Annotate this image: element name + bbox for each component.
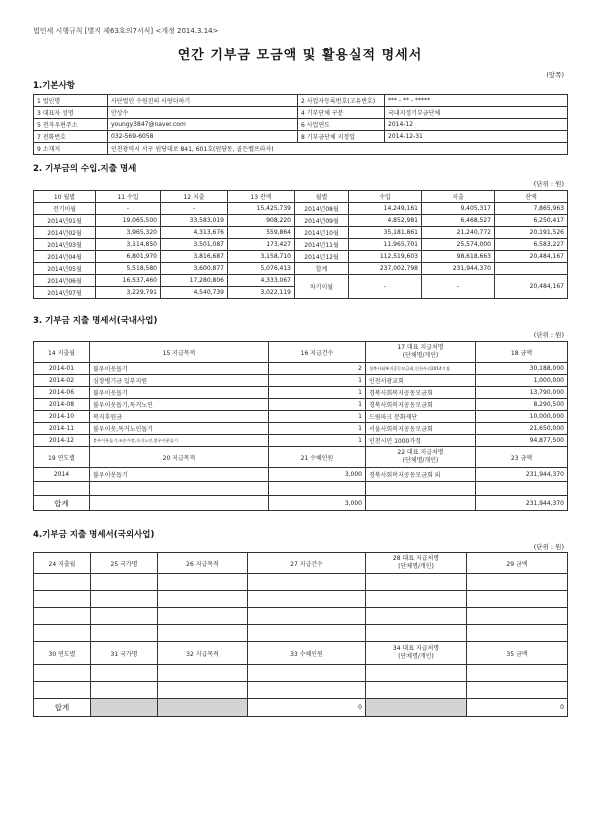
empty-cell xyxy=(91,682,158,699)
income-cell: 3,229,791 xyxy=(96,287,161,299)
overseas-header2: 35 금액 xyxy=(467,642,568,665)
recipient-cell: 인천시민 1000가정 xyxy=(366,435,476,447)
recipient-cell: 인천서광교회 xyxy=(366,375,476,387)
empty-cell xyxy=(91,625,158,642)
spend-month-cell: 2014-08 xyxy=(34,399,90,411)
income-cell: 35,181,861 xyxy=(349,227,422,239)
expense-cell: 21,240,772 xyxy=(422,227,495,239)
empty-cell xyxy=(467,608,568,625)
spend-month-cell: 2014-02 xyxy=(34,375,90,387)
purpose-cell: 불우이웃돕기 xyxy=(90,363,269,375)
empty-cell xyxy=(366,496,476,511)
expense-cell: 3,600,877 xyxy=(161,263,228,275)
domestic-header2: 20 지급목적 xyxy=(90,447,269,468)
empty-cell xyxy=(366,574,467,591)
empty-cell xyxy=(366,665,467,682)
carry-balance-cell: 20,484,167 xyxy=(495,275,568,299)
domestic-header: 17 대표 지급처명 (단체명/개인) xyxy=(366,342,476,363)
month-cell: 2014년06월 xyxy=(34,275,96,287)
amount-cell: 94,877,500 xyxy=(476,435,568,447)
empty-cell xyxy=(467,591,568,608)
income-cell: 5,518,580 xyxy=(96,263,161,275)
purpose-cell: 불우이웃돕기,조손가정,독거노인,불우이웃돕기 xyxy=(90,435,269,447)
month-cell: 2014년02월 xyxy=(34,227,96,239)
overseas-total-label: 합계 xyxy=(34,699,91,717)
section-domestic-heading: 3. 기부금 지출 명세서(국내사업) xyxy=(33,316,158,326)
balance-cell: 6,250,417 xyxy=(495,215,568,227)
spend-month-cell: 2014-11 xyxy=(34,423,90,435)
income-header: 월별 xyxy=(295,191,349,203)
empty-cell xyxy=(158,682,248,699)
count-cell: 1 xyxy=(269,411,366,423)
domestic-header: 18 금액 xyxy=(476,342,568,363)
empty-cell xyxy=(467,665,568,682)
empty-cell xyxy=(158,665,248,682)
income-cell: 3,114,850 xyxy=(96,239,161,251)
overseas-header: 24 지출월 xyxy=(34,553,91,574)
empty-cell xyxy=(366,608,467,625)
month-cell: 2014년03월 xyxy=(34,239,96,251)
empty-cell xyxy=(90,482,269,496)
balance-cell: 15,425,739 xyxy=(228,203,295,215)
spend-month-cell: 2014-10 xyxy=(34,411,90,423)
purpose-cell: 심장병기금 일부지원 xyxy=(90,375,269,387)
empty-cell xyxy=(91,608,158,625)
balance-cell: 7,865,963 xyxy=(495,203,568,215)
expense-cell: 4,540,739 xyxy=(161,287,228,299)
donor-type-value: 국내지정기부금단체 xyxy=(385,107,568,119)
email-value: youngy3847@naver.com xyxy=(108,119,298,131)
label-corp-name: 1 법인명 xyxy=(34,95,108,107)
overseas-total-amount: 0 xyxy=(467,699,568,717)
balance-cell: 20,484,167 xyxy=(495,251,568,263)
total-income-cell: 237,002,798 xyxy=(349,263,422,275)
income-cell: 14,249,161 xyxy=(349,203,422,215)
recipient-cell: 경북사회복지공동모금회 xyxy=(366,399,476,411)
count-cell: 1 xyxy=(269,387,366,399)
income-unit-label: (단위 : 원) xyxy=(533,180,564,188)
month-cell: 2014년08월 xyxy=(295,203,349,215)
domestic-header2: 23 금액 xyxy=(476,447,568,468)
rep-value: 안상수 xyxy=(108,107,298,119)
expense-cell: 6,468,527 xyxy=(422,215,495,227)
empty-cell xyxy=(34,482,90,496)
month-cell: 2014년04월 xyxy=(34,251,96,263)
domestic-header: 16 지급건수 xyxy=(269,342,366,363)
empty-cell xyxy=(34,574,91,591)
empty-cell xyxy=(158,574,248,591)
expense-cell: 3,501,087 xyxy=(161,239,228,251)
income-header: 잔액 xyxy=(495,191,568,203)
income-header: 11 수입 xyxy=(96,191,161,203)
empty-cell xyxy=(467,625,568,642)
label-donor-type: 4 기부단체 구분 xyxy=(298,107,385,119)
balance-cell: 3,022,119 xyxy=(228,287,295,299)
section-income-heading: 2. 기부금의 수입.지출 명세 xyxy=(33,164,137,174)
overseas-unit-label: (단위 : 원) xyxy=(533,543,564,551)
section-basic-heading: 1.기본사항 xyxy=(33,81,75,91)
purpose-cell: 불우이웃돕기 xyxy=(90,387,269,399)
amount-cell: 30,188,000 xyxy=(476,363,568,375)
empty-cell xyxy=(90,496,269,511)
label-phone: 7 전화번호 xyxy=(34,131,108,143)
overseas-header2: 31 국가명 xyxy=(91,642,158,665)
label-designated: 8 기부금단체 지정일 xyxy=(298,131,385,143)
designated-value: 2014-12-31 xyxy=(385,131,568,143)
month-cell: 2014년11월 xyxy=(295,239,349,251)
purpose-cell: 불우이웃돕기,독거노인 xyxy=(90,399,269,411)
phone-value: 032-569-6058 xyxy=(108,131,298,143)
overseas-total-count: 0 xyxy=(248,699,366,717)
address-value: 인천광역시 서구 원당대로 841, 601호(원당동, 골든벨프라자) xyxy=(108,143,568,155)
empty-cell xyxy=(34,665,91,682)
overseas-table xyxy=(33,552,568,717)
month-cell: 전기이월 xyxy=(34,203,96,215)
amount-cell: 13,790,000 xyxy=(476,387,568,399)
empty-cell xyxy=(248,682,366,699)
carry-income-cell: - xyxy=(349,275,422,299)
biz-no-value: *** - ** - ***** xyxy=(385,95,568,107)
domestic-header2: 19 연도별 xyxy=(34,447,90,468)
income-header: 12 지출 xyxy=(161,191,228,203)
carry-label-cell: 차기이월 xyxy=(295,275,349,299)
empty-cell xyxy=(269,482,366,496)
balance-cell: 173,427 xyxy=(228,239,295,251)
count-cell: 1 xyxy=(269,375,366,387)
front-page-label: (앞쪽) xyxy=(546,71,564,79)
shaded-cell xyxy=(158,699,248,717)
empty-cell xyxy=(91,591,158,608)
empty-cell xyxy=(248,665,366,682)
overseas-header2: 32 지급목적 xyxy=(158,642,248,665)
empty-cell xyxy=(248,574,366,591)
expense-cell: 25,574,000 xyxy=(422,239,495,251)
expense-cell: - xyxy=(161,203,228,215)
overseas-header: 27 지급건수 xyxy=(248,553,366,574)
income-header: 수입 xyxy=(349,191,422,203)
expense-cell: 9,405,317 xyxy=(422,203,495,215)
balance-cell: 908,220 xyxy=(228,215,295,227)
empty-cell xyxy=(366,591,467,608)
overseas-header: 29 금액 xyxy=(467,553,568,574)
balance-cell: 6,583,227 xyxy=(495,239,568,251)
month-cell: 2014년01월 xyxy=(34,215,96,227)
domestic-header2: 22 대표 지급처명 (단체명/개인) xyxy=(366,447,476,468)
month-cell: 2014년12월 xyxy=(295,251,349,263)
domestic-unit-label: (단위 : 원) xyxy=(533,331,564,339)
overseas-header2: 34 대표 지급처명 (단체명/개인) xyxy=(366,642,467,665)
count-cell: 1 xyxy=(269,435,366,447)
label-year: 6 사업연도 xyxy=(298,119,385,131)
balance-cell: 5,076,413 xyxy=(228,263,295,275)
overseas-header: 28 대표 지급처명 (단체명/개인) xyxy=(366,553,467,574)
expense-cell: 33,583,019 xyxy=(161,215,228,227)
empty-cell xyxy=(476,482,568,496)
year-value: 2014-12 xyxy=(385,119,568,131)
shaded-cell xyxy=(91,699,158,717)
income-header: 10 월별 xyxy=(34,191,96,203)
recipient-cell: 경북사회복지공동모금회 xyxy=(366,387,476,399)
empty-cell xyxy=(366,625,467,642)
domestic-total-amount: 231,944,370 xyxy=(476,496,568,511)
domestic-total-beneficiaries: 3,000 xyxy=(269,496,366,511)
empty-cell xyxy=(158,625,248,642)
shaded-cell xyxy=(366,699,467,717)
label-biz-no: 2 사업자등록번호(고유번호) xyxy=(298,95,385,107)
empty-cell xyxy=(34,682,91,699)
domestic-table xyxy=(33,341,568,511)
empty-cell xyxy=(91,574,158,591)
spend-month-cell: 2014-06 xyxy=(34,387,90,399)
purpose-cell: 불우이웃,독거노인돕기 xyxy=(90,423,269,435)
expense-cell: 98,618,663 xyxy=(422,251,495,263)
overseas-header2: 30 연도별 xyxy=(34,642,91,665)
annual-recipient-cell: 경북사회복지공동모금회 외 xyxy=(366,468,476,482)
income-cell: 16,537,460 xyxy=(96,275,161,287)
empty-cell xyxy=(248,608,366,625)
month-cell: 2014년10월 xyxy=(295,227,349,239)
empty-cell xyxy=(467,682,568,699)
expense-cell: 17,280,806 xyxy=(161,275,228,287)
domestic-total-label: 합계 xyxy=(34,496,90,511)
amount-cell: 1,000,000 xyxy=(476,375,568,387)
total-expense-cell: 231,944,370 xyxy=(422,263,495,275)
income-table xyxy=(33,190,568,299)
empty-cell xyxy=(366,682,467,699)
annual-purpose-cell: 불우이웃돕기 xyxy=(90,468,269,482)
recipient-cell: 서울사회복지공동모금회 xyxy=(366,423,476,435)
page-title: 연간 기부금 모금액 및 활용실적 명세서 xyxy=(177,48,423,63)
spend-month-cell: 2014-01 xyxy=(34,363,90,375)
balance-cell: 559,864 xyxy=(228,227,295,239)
income-cell: 4,852,981 xyxy=(349,215,422,227)
income-cell: - xyxy=(96,203,161,215)
domestic-header: 14 지출월 xyxy=(34,342,90,363)
income-header: 13 잔액 xyxy=(228,191,295,203)
empty-cell xyxy=(34,625,91,642)
income-header: 지출 xyxy=(422,191,495,203)
basic-info-table xyxy=(33,94,568,155)
count-cell: 1 xyxy=(269,399,366,411)
month-cell: 2014년09월 xyxy=(295,215,349,227)
balance-cell: 3,158,710 xyxy=(228,251,295,263)
recipient-cell: 드림파크 문화재단 xyxy=(366,411,476,423)
label-email: 5 전자우편주소 xyxy=(34,119,108,131)
expense-cell: 3,816,687 xyxy=(161,251,228,263)
overseas-header: 26 지급목적 xyxy=(158,553,248,574)
empty-cell xyxy=(34,591,91,608)
count-cell: 2 xyxy=(269,363,366,375)
total-label-cell: 합계 xyxy=(295,263,349,275)
expense-cell: 4,313,676 xyxy=(161,227,228,239)
month-cell: 2014년07월 xyxy=(34,287,96,299)
recipient-cell: 경북사회복지공동모금회,인천사선2014기점 xyxy=(366,363,476,375)
amount-cell: 21,650,000 xyxy=(476,423,568,435)
income-cell: 11,965,701 xyxy=(349,239,422,251)
carry-expense-cell: - xyxy=(422,275,495,299)
domestic-header2: 21 수혜인원 xyxy=(269,447,366,468)
income-cell: 6,801,970 xyxy=(96,251,161,263)
count-cell: 1 xyxy=(269,423,366,435)
empty-cell xyxy=(91,665,158,682)
empty-cell xyxy=(366,482,476,496)
overseas-header: 25 국가명 xyxy=(91,553,158,574)
section-overseas-heading: 4.기부금 지출 명세서(국외사업) xyxy=(33,530,155,540)
balance-cell: 20,191,526 xyxy=(495,227,568,239)
amount-cell: 10,000,000 xyxy=(476,411,568,423)
empty-cell xyxy=(248,591,366,608)
income-cell: 112,519,603 xyxy=(349,251,422,263)
corp-name-value: 사단법인 수원진의 사랑더하기 xyxy=(108,95,298,107)
domestic-header: 15 지급목적 xyxy=(90,342,269,363)
empty-cell xyxy=(34,608,91,625)
label-address: 9 소재지 xyxy=(34,143,108,155)
total-balance-cell xyxy=(495,263,568,275)
empty-cell xyxy=(158,591,248,608)
empty-cell xyxy=(248,625,366,642)
annual-beneficiaries-cell: 3,000 xyxy=(269,468,366,482)
income-cell: 3,965,320 xyxy=(96,227,161,239)
annual-amount-cell: 231,944,370 xyxy=(476,468,568,482)
spend-month-cell: 2014-12 xyxy=(34,435,90,447)
overseas-header2: 33 수혜인원 xyxy=(248,642,366,665)
empty-cell xyxy=(467,574,568,591)
annual-year-cell: 2014 xyxy=(34,468,90,482)
balance-cell: 4,333,067 xyxy=(228,275,295,287)
label-rep: 3 대표자 성명 xyxy=(34,107,108,119)
income-cell: 19,065,500 xyxy=(96,215,161,227)
purpose-cell: 복지후원금 xyxy=(90,411,269,423)
empty-cell xyxy=(158,608,248,625)
amount-cell: 8,290,500 xyxy=(476,399,568,411)
form-header-note: 법인세 시행규칙 [별지 제63호의7서식] <개정 2014.3.14> xyxy=(33,27,219,35)
month-cell: 2014년05월 xyxy=(34,263,96,275)
